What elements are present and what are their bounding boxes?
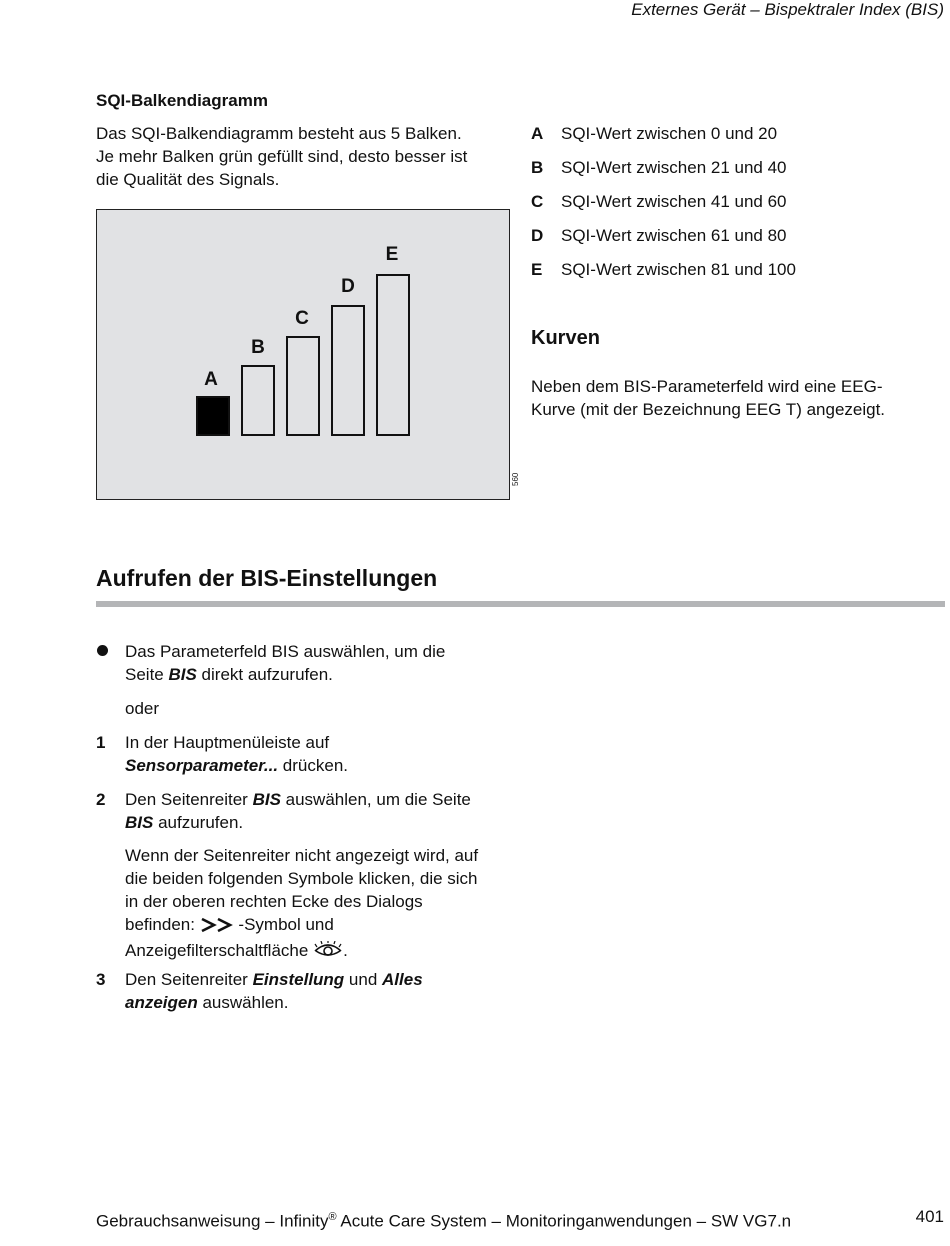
legend-letter: C	[531, 192, 544, 211]
legend-letter: D	[531, 226, 544, 245]
sqi-bar-a	[196, 396, 230, 436]
text-fragment: und	[344, 970, 383, 989]
legend-item	[531, 191, 787, 225]
text-fragment: -Symbol und	[233, 915, 334, 934]
text-fragment: auswählen, um die Seite	[280, 790, 471, 809]
sqi-intro	[96, 122, 467, 191]
legend-item	[531, 123, 777, 157]
sqi-bar-e	[376, 274, 410, 436]
sensorparameter-label: Sensorparameter...	[125, 756, 279, 775]
bis-tab-label: BIS	[252, 790, 281, 809]
note-line: Wenn der Seitenreiter nicht angezeigt wird, auf	[125, 846, 479, 865]
text-fragment: .	[343, 941, 348, 960]
note-line: die beiden folgenden Symbole klicken, die sich	[125, 869, 478, 888]
sqi-bar-label-a: A	[204, 369, 218, 390]
oder-text: oder	[125, 699, 160, 718]
step-line	[125, 754, 348, 777]
legend-text: SQI-Wert zwischen 21 und 40	[561, 158, 787, 177]
bullet-icon	[97, 645, 108, 656]
step-1-text	[125, 731, 348, 777]
sqi-bar-label-d: D	[341, 276, 355, 297]
step-line	[125, 788, 471, 811]
text-fragment: direkt aufzurufen.	[196, 665, 333, 684]
step-number: 2	[96, 790, 106, 809]
step-2-text	[125, 788, 471, 834]
legend-letter: A	[531, 124, 544, 143]
step-2-note	[125, 844, 478, 965]
sqi-bar-figure	[96, 209, 510, 500]
step-line: In der Hauptmenüleiste auf	[125, 733, 330, 752]
running-header: Externes Gerät – Bispektraler Index (BIS)	[631, 0, 944, 19]
text-fragment: Den Seitenreiter	[125, 790, 253, 809]
double-chevron-right-icon	[200, 916, 234, 939]
kurven-line: Kurve (mit der Bezeichnung EEG T) angezeigt.	[531, 400, 886, 419]
step-number: 1	[96, 733, 106, 752]
text-fragment: aufzurufen.	[153, 813, 244, 832]
settings-section-title: Aufrufen der BIS-Einstellungen	[96, 565, 438, 591]
kurven-line: Neben dem BIS-Parameterfeld wird eine EEG-	[531, 377, 883, 396]
sqi-bar-b	[241, 365, 275, 436]
bullet-line: Das Parameterfeld BIS auswählen, um die	[125, 642, 446, 661]
sqi-bar-c	[286, 336, 320, 436]
eye-icon	[313, 941, 343, 965]
legend-letter: E	[531, 260, 543, 279]
sqi-intro-line: die Qualität des Signals.	[96, 170, 280, 189]
legend-text: SQI-Wert zwischen 61 und 80	[561, 226, 787, 245]
registered-mark: ®	[328, 1211, 337, 1223]
step-number: 3	[96, 970, 106, 989]
note-line	[125, 939, 478, 965]
text-fragment: Seite	[125, 665, 169, 684]
legend-letter: B	[531, 158, 544, 177]
sqi-bar-label-c: C	[295, 308, 309, 329]
einstellung-label: Einstellung	[252, 970, 345, 989]
bullet-line	[125, 663, 445, 686]
sqi-bar-label-b: B	[251, 337, 265, 358]
sqi-section-title: SQI-Balkendiagramm	[96, 91, 268, 110]
sqi-intro-line: Je mehr Balken grün gefüllt sind, desto besser ist	[96, 147, 468, 166]
legend-item	[531, 259, 796, 293]
note-line: in der oberen rechten Ecke des Dialogs	[125, 892, 423, 911]
step-line	[125, 991, 423, 1014]
step-line	[125, 968, 423, 991]
alles-label: Alles	[382, 970, 423, 989]
page-number: 401	[915, 1207, 944, 1226]
text-fragment: Gebrauchsanweisung – Infinity	[96, 1211, 329, 1231]
legend-item	[531, 225, 787, 259]
kurven-title: Kurven	[531, 327, 600, 349]
legend-text: SQI-Wert zwischen 81 und 100	[561, 260, 796, 279]
step-3-text	[125, 968, 423, 1014]
bis-page-name: BIS	[125, 813, 154, 832]
text-fragment: drücken.	[278, 756, 349, 775]
bullet-text	[125, 640, 445, 686]
legend-text: SQI-Wert zwischen 0 und 20	[561, 124, 778, 143]
section-rule	[96, 601, 945, 607]
sqi-bar-d	[331, 305, 365, 436]
step-line	[125, 811, 471, 834]
text-fragment: befinden:	[125, 915, 200, 934]
sqi-intro-line: Das SQI-Balkendiagramm besteht aus 5 Balken.	[96, 124, 462, 143]
legend-item	[531, 157, 787, 191]
footer-text	[96, 1207, 791, 1232]
text-fragment: Anzeigefilterschaltfläche	[125, 941, 309, 960]
figure-code: 560	[511, 472, 520, 486]
anzeigen-label: anzeigen	[125, 993, 198, 1012]
note-line	[125, 913, 478, 939]
kurven-text	[531, 375, 885, 421]
bis-page-name: BIS	[168, 665, 197, 684]
sqi-bar-label-e: E	[385, 244, 399, 265]
legend-text: SQI-Wert zwischen 41 und 60	[561, 192, 787, 211]
text-fragment: Acute Care System – Monitoringanwendungen – SW VG7.n	[336, 1211, 792, 1231]
text-fragment: Den Seitenreiter	[125, 970, 253, 989]
text-fragment: auswählen.	[197, 993, 289, 1012]
